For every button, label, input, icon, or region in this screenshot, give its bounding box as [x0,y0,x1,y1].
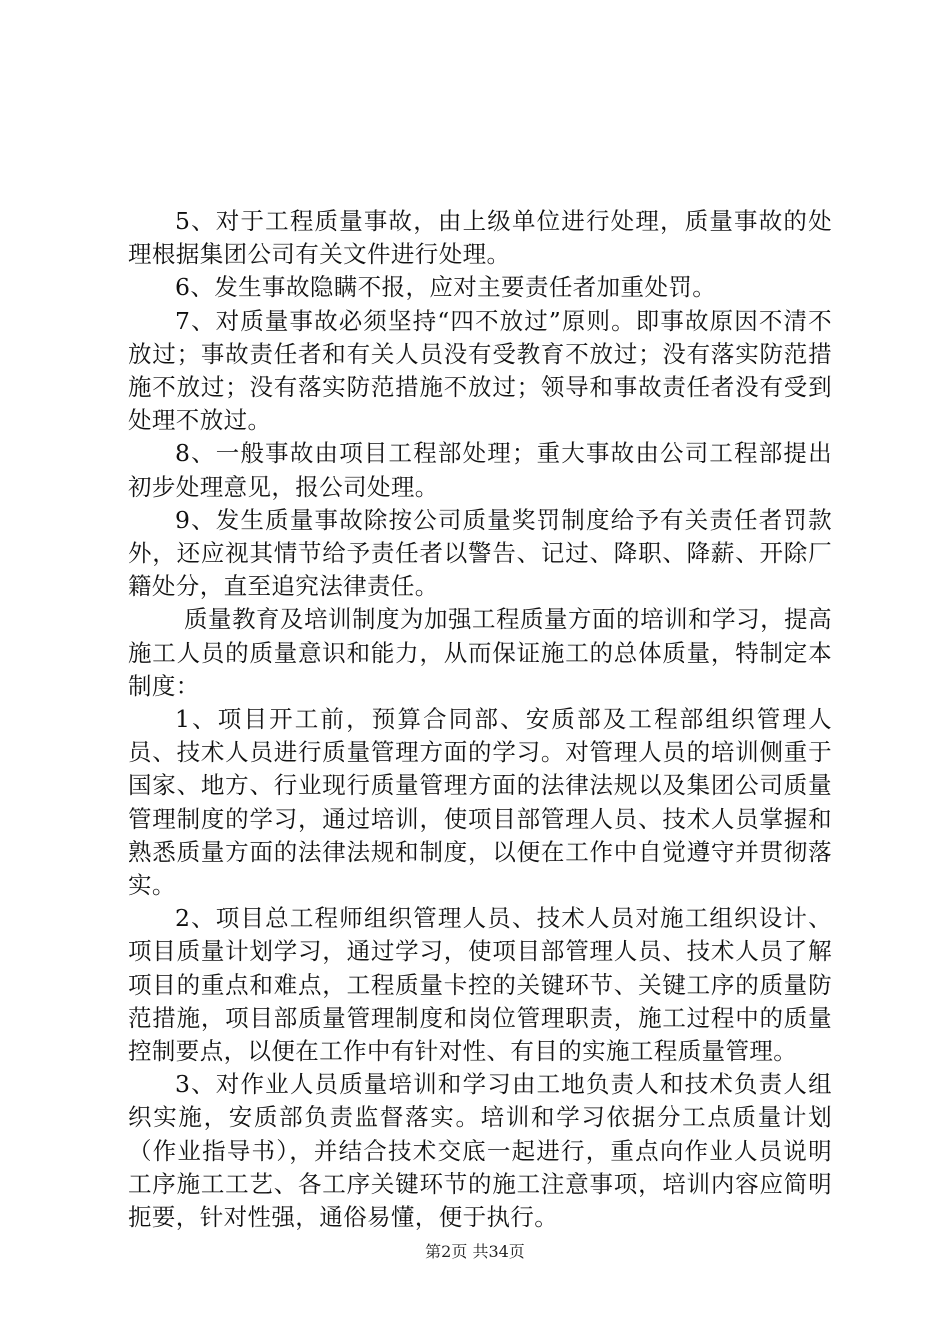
training-item-2: 2、项目总工程师组织管理人员、技术人员对施工组织设计、项目质量计划学习，通过学习，使项目部管理人员、技术人员了解项目的重点和难点，工程质量卡控的关键环节、关键工序的质量防范措施，项目部质量管理制度和岗位管理职责，施工过程中的质量控制要点，以便在工作中有针对性、有目的实施工程质量管理。 [128,904,832,1066]
paragraph-item-9: 9、发生质量事故除按公司质量奖罚制度给予有关责任者罚款外，还应视其情节给予责任者以警告、记过、降职、降薪、开除厂籍处分，直至追究法律责任。 [128,505,832,601]
training-item-1: 1、项目开工前，预算合同部、安质部及工程部组织管理人员、技术人员进行质量管理方面的学习。对管理人员的培训侧重于国家、地方、行业现行质量管理方面的法律法规以及集团公司质量管理制度的学习，通过培训，使项目部管理人员、技术人员掌握和熟悉质量方面的法律法规和制度，以便在工作中自觉遵守并贯彻落实。 [128,705,832,900]
training-item-3: 3、对作业人员质量培训和学习由工地负责人和技术负责人组织实施，安质部负责监督落实。培训和学习依据分工点质量计划（作业指导书），并结合技术交底一起进行，重点向作业人员说明工序施工工艺、各工序关键环节的施工注意事项，培训内容应简明扼要，针对性强，通俗易懂，便于执行。 [128,1070,832,1232]
paragraph-item-6: 6、发生事故隐瞒不报，应对主要责任者加重处罚。 [175,273,717,302]
section-intro-paragraph: 质量教育及培训制度为加强工程质量方面的培训和学习，提高施工人员的质量意识和能力，从而保证施工的总体质量，特制定本制度： [128,605,832,700]
paragraph-item-8: 8、一般事故由项目工程部处理；重大事故由公司工程部提出初步处理意见，报公司处理。 [128,439,832,501]
paragraph-item-5: 5、对于工程质量事故，由上级单位进行处理，质量事故的处理根据集团公司有关文件进行处理。 [128,207,832,269]
page-footer: 第2页 共34页 [425,1242,525,1261]
document-body [128,205,832,1234]
paragraph-item-7: 7、对质量事故必须坚持“四不放过”原则。即事故原因不清不放过；事故责任者和有关人员没有受教育不放过；没有落实防范措施不放过；没有落实防范措施不放过；领导和事故责任者没有受到处理不放过。 [128,306,832,435]
